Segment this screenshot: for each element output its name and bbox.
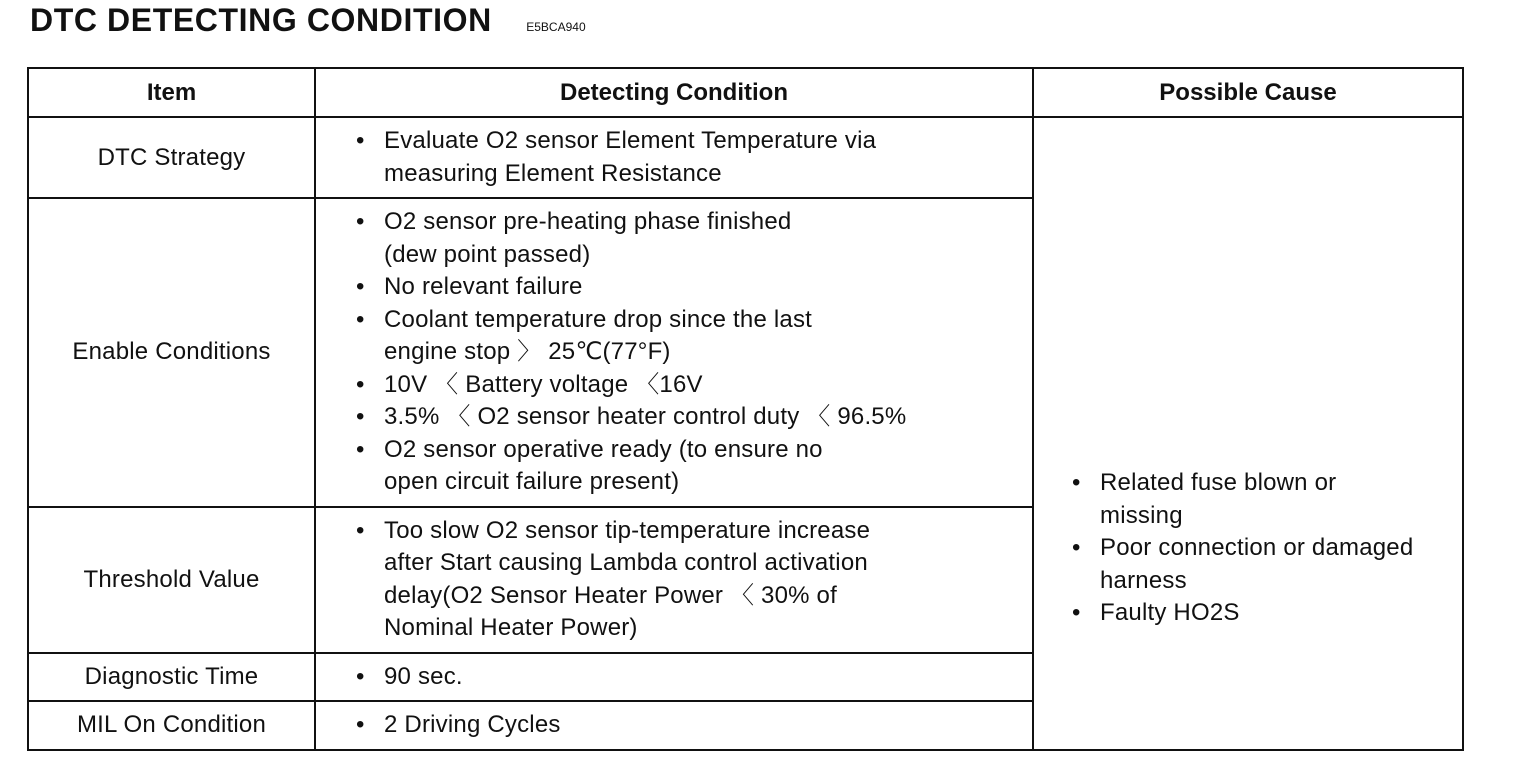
cause-line: • Faulty HO2S	[1100, 599, 1240, 626]
condition-line: open circuit failure present)	[384, 468, 680, 495]
item-cell-dtc-strategy: DTC Strategy	[28, 117, 315, 198]
condition-item	[356, 401, 1012, 434]
column-header-item: Item	[28, 68, 315, 117]
condition-line: • Coolant temperature drop since the last	[384, 305, 813, 333]
condition-item	[356, 709, 1012, 742]
condition-line: after Start causing Lambda control activation	[384, 549, 868, 576]
item-cell-enable-conditions: Enable Conditions	[28, 198, 315, 507]
condition-item	[356, 515, 1012, 645]
cause-line: • Related fuse blown or	[1100, 469, 1337, 496]
condition-line: • 3.5% 〈 O2 sensor heater control duty 〈 96.5%	[384, 403, 907, 430]
possible-cause-cell	[1033, 117, 1463, 750]
condition-item	[356, 271, 1012, 304]
condition-list	[356, 206, 1012, 499]
condition-cell-threshold-value	[315, 507, 1033, 653]
condition-cell-dtc-strategy	[315, 117, 1033, 198]
condition-item	[356, 434, 1012, 499]
condition-line: • Evaluate O2 sensor Element Temperature via	[384, 127, 877, 154]
condition-line: Nominal Heater Power)	[384, 614, 638, 641]
condition-line: engine stop 〉 25℃(77°F)	[384, 338, 671, 365]
cause-item	[1072, 467, 1452, 532]
cause-line: missing	[1100, 501, 1183, 529]
condition-line: (dew point passed)	[384, 240, 591, 268]
cause-item	[1072, 597, 1452, 630]
condition-item	[356, 661, 1012, 694]
condition-item	[356, 206, 1012, 271]
document-code: E5BCA940	[526, 20, 586, 34]
condition-line: • Too slow O2 sensor tip-temperature increase	[384, 516, 871, 544]
condition-item	[356, 304, 1012, 369]
condition-cell-enable-conditions	[315, 198, 1033, 507]
condition-line: • O2 sensor pre-heating phase finished	[384, 208, 792, 235]
possible-cause-list	[1072, 467, 1452, 630]
condition-list	[356, 515, 1012, 645]
cause-line: harness	[1100, 566, 1187, 594]
cause-line: • Poor connection or damaged	[1100, 534, 1414, 561]
column-header-detecting-condition: Detecting Condition	[315, 68, 1033, 117]
page-header	[30, 2, 586, 42]
condition-list	[356, 709, 1012, 742]
condition-item	[356, 125, 1012, 190]
item-cell-diagnostic-time: Diagnostic Time	[28, 653, 315, 702]
condition-line: • No relevant failure	[384, 273, 583, 300]
condition-list	[356, 125, 1012, 190]
item-cell-mil-on-condition: MIL On Condition	[28, 701, 315, 750]
condition-line: • 2 Driving Cycles	[384, 711, 561, 738]
condition-cell-mil-on-condition	[315, 701, 1033, 750]
condition-line: • 90 sec.	[384, 662, 463, 690]
cause-item	[1072, 532, 1452, 597]
table-row-dtc-strategy	[28, 117, 1463, 198]
header-row	[28, 68, 1463, 117]
page-title: DTC DETECTING CONDITION	[30, 2, 492, 38]
column-header-possible-cause: Possible Cause	[1033, 68, 1463, 117]
condition-line: • 10V 〈 Battery voltage 〈16V	[384, 370, 703, 398]
condition-cell-diagnostic-time	[315, 653, 1033, 702]
condition-line: measuring Element Resistance	[384, 159, 722, 187]
condition-list	[356, 661, 1012, 694]
dtc-condition-table	[27, 67, 1464, 751]
condition-item	[356, 369, 1012, 402]
condition-line: delay(O2 Sensor Heater Power 〈 30% of	[384, 581, 837, 609]
item-cell-threshold-value: Threshold Value	[28, 507, 315, 653]
condition-line: • O2 sensor operative ready (to ensure no	[384, 435, 823, 463]
